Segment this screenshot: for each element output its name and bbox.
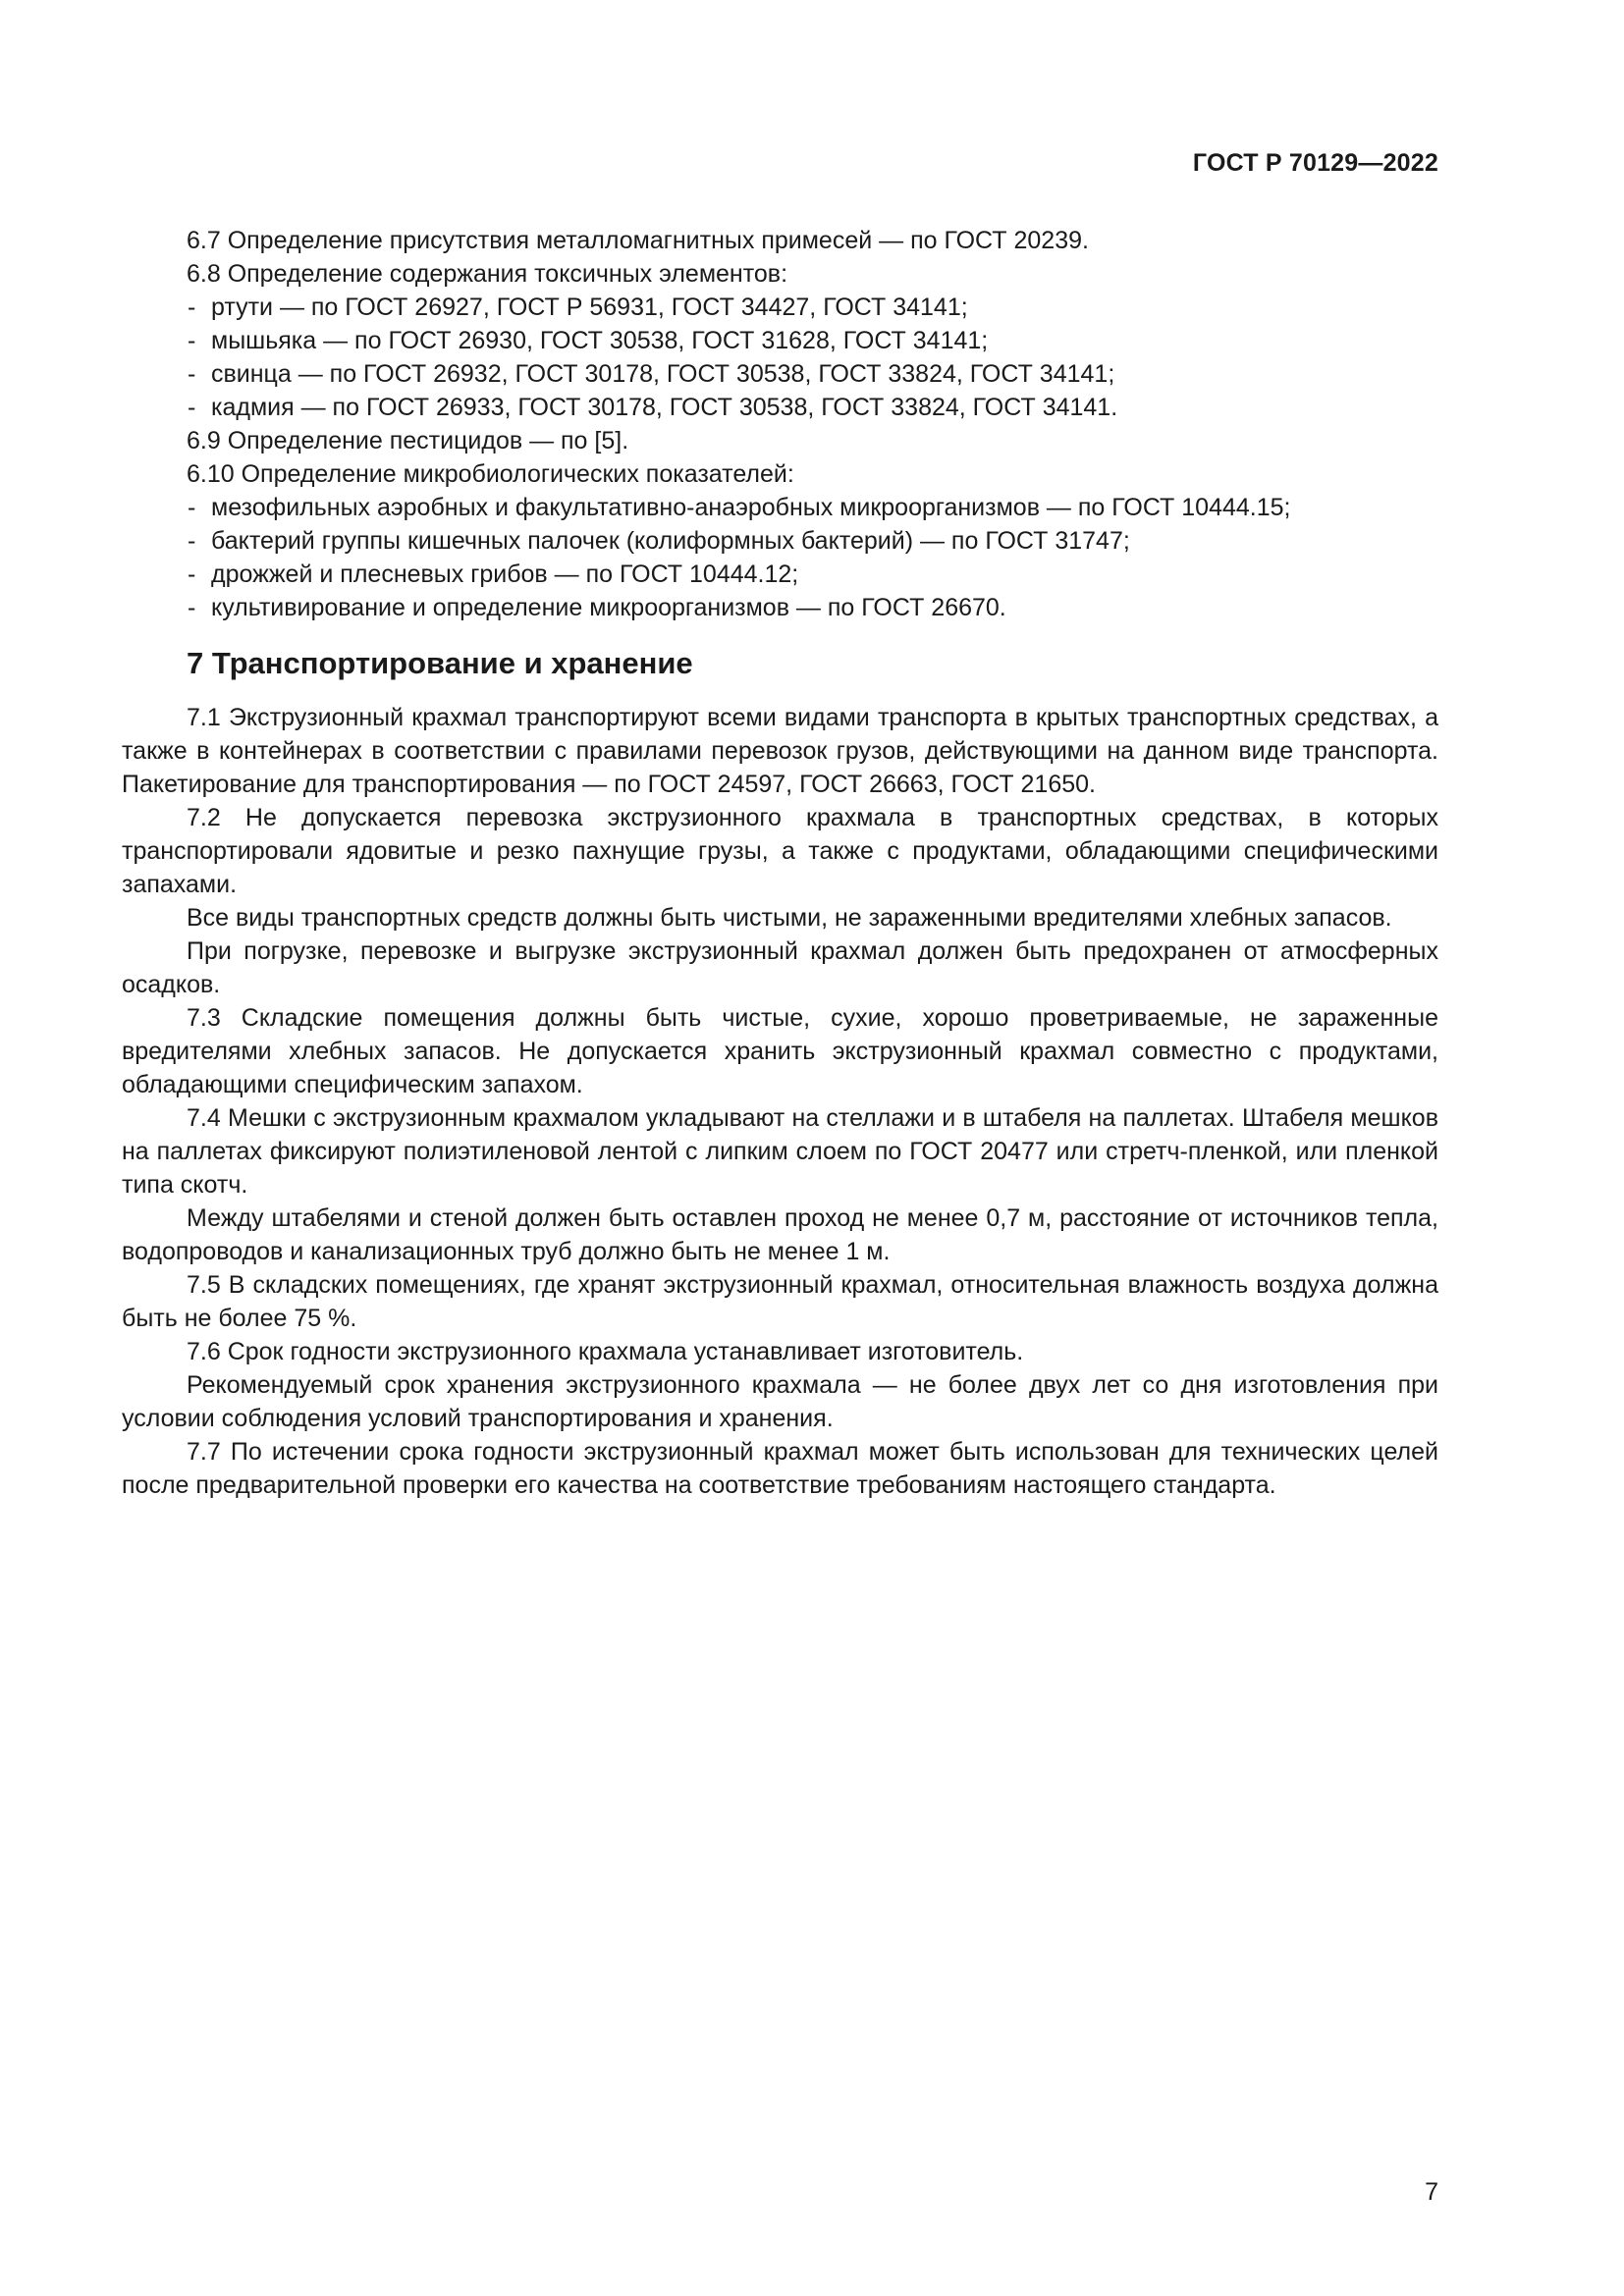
paragraph-7-2-precipitation: При погрузке, перевозке и выгрузке экструзионный крахмал должен быть предохранен от атмосферных осадков.: [122, 937, 1438, 998]
list-item: [122, 591, 1438, 624]
list-item: [122, 291, 1438, 324]
list-item-text: ртути — по ГОСТ 26927, ГОСТ Р 56931, ГОСТ 34427, ГОСТ 34141;: [211, 294, 968, 321]
list-dash: -: [188, 294, 196, 321]
paragraph-7-6-recommended: Рекомендуемый срок хранения экструзионного крахмала — не более двух лет со дня изготовления при условии соблюдения условий транспортирования и хранения.: [122, 1371, 1438, 1432]
list-item: [122, 357, 1438, 391]
list-dash: -: [188, 360, 196, 388]
item-6-7: 6.7 Определение присутствия металломагнитных примесей — по ГОСТ 20239.: [187, 227, 1089, 254]
section-7-title: 7 Транспортирование и хранение: [187, 646, 693, 680]
paragraph-7-2-vehicles: Все виды транспортных средств должны быть чистыми, не зараженными вредителями хлебных запасов.: [187, 904, 1392, 932]
document-code-header: ГОСТ Р 70129—2022: [1192, 149, 1438, 177]
paragraph-7-2: 7.2 Не допускается перевозка экструзионного крахмала в транспортных средствах, в которых транспортировали ядовитые и резко пахнущие грузы, а также с продуктами, обладающими специфическими запахами.: [122, 804, 1438, 898]
paragraph-7-4: 7.4 Мешки с экструзионным крахмалом укладывают на стеллажи и в штабеля на паллетах. Штабеля мешков на паллетах фиксируют полиэтиленовой лентой с липким слоем по ГОСТ 20477 или стретч-пленкой, или пленкой типа скотч.: [122, 1104, 1438, 1199]
page-number: 7: [1425, 2178, 1438, 2206]
paragraph-7-3: 7.3 Складские помещения должны быть чистые, сухие, хорошо проветриваемые, не зараженные вредителями хлебных запасов. Не допускается хранить экструзионный крахмал совместно с продуктами, обладающими специфическим запахом.: [122, 1004, 1438, 1098]
item-6-10: 6.10 Определение микробиологических показателей:: [187, 460, 794, 488]
list-item-text: бактерий группы кишечных палочек (колиформных бактерий) — по ГОСТ 31747;: [211, 527, 1130, 555]
item-6-9: 6.9 Определение пестицидов — по [5].: [187, 427, 629, 454]
list-item-text: культивирование и определение микроорганизмов — по ГОСТ 26670.: [211, 594, 1006, 621]
list-item: [122, 524, 1438, 558]
paragraph-7-7: 7.7 По истечении срока годности экструзионный крахмал может быть использован для технических целей после предварительной проверки его качества на соответствие требованиям настоящего стандарта.: [122, 1438, 1438, 1499]
list-item: [122, 558, 1438, 591]
paragraph-7-6: 7.6 Срок годности экструзионного крахмала устанавливает изготовитель.: [187, 1338, 1024, 1365]
list-item-text: дрожжей и плесневых грибов — по ГОСТ 10444.12;: [211, 561, 799, 588]
microbiological-list: [122, 491, 1438, 624]
list-dash: -: [188, 527, 196, 555]
list-dash: -: [188, 327, 196, 354]
list-item: [122, 391, 1438, 424]
toxic-elements-list: [122, 291, 1438, 424]
list-item: [122, 491, 1438, 524]
paragraph-7-1: 7.1 Экструзионный крахмал транспортируют всеми видами транспорта в крытых транспортных средствах, а также в контейнерах в соответствии с правилами перевозок грузов, действующими на данном виде транспорта. Пакетирование для транспортирования — по ГОСТ 24597, ГОСТ 26663, ГОСТ 21650.: [122, 704, 1438, 798]
list-dash: -: [188, 394, 196, 421]
paragraph-7-5: 7.5 В складских помещениях, где хранят экструзионный крахмал, относительная влажность воздуха должна быть не более 75 %.: [122, 1271, 1438, 1332]
list-item-text: кадмия — по ГОСТ 26933, ГОСТ 30178, ГОСТ 30538, ГОСТ 33824, ГОСТ 34141.: [211, 394, 1118, 421]
paragraph-7-4-passage: Между штабелями и стеной должен быть оставлен проход не менее 0,7 м, расстояние от источников тепла, водопроводов и канализационных труб должно быть не менее 1 м.: [122, 1204, 1438, 1265]
list-dash: -: [188, 494, 196, 521]
list-item-text: мышьяка — по ГОСТ 26930, ГОСТ 30538, ГОСТ 31628, ГОСТ 34141;: [211, 327, 989, 354]
list-item-text: мезофильных аэробных и факультативно-анаэробных микроорганизмов — по ГОСТ 10444.15;: [211, 494, 1291, 521]
list-dash: -: [188, 594, 196, 621]
list-item-text: свинца — по ГОСТ 26932, ГОСТ 30178, ГОСТ 30538, ГОСТ 33824, ГОСТ 34141;: [211, 360, 1115, 388]
item-6-8: 6.8 Определение содержания токсичных элементов:: [187, 260, 788, 288]
page-content: [122, 224, 1438, 1502]
list-item: [122, 324, 1438, 357]
list-dash: -: [188, 561, 196, 588]
